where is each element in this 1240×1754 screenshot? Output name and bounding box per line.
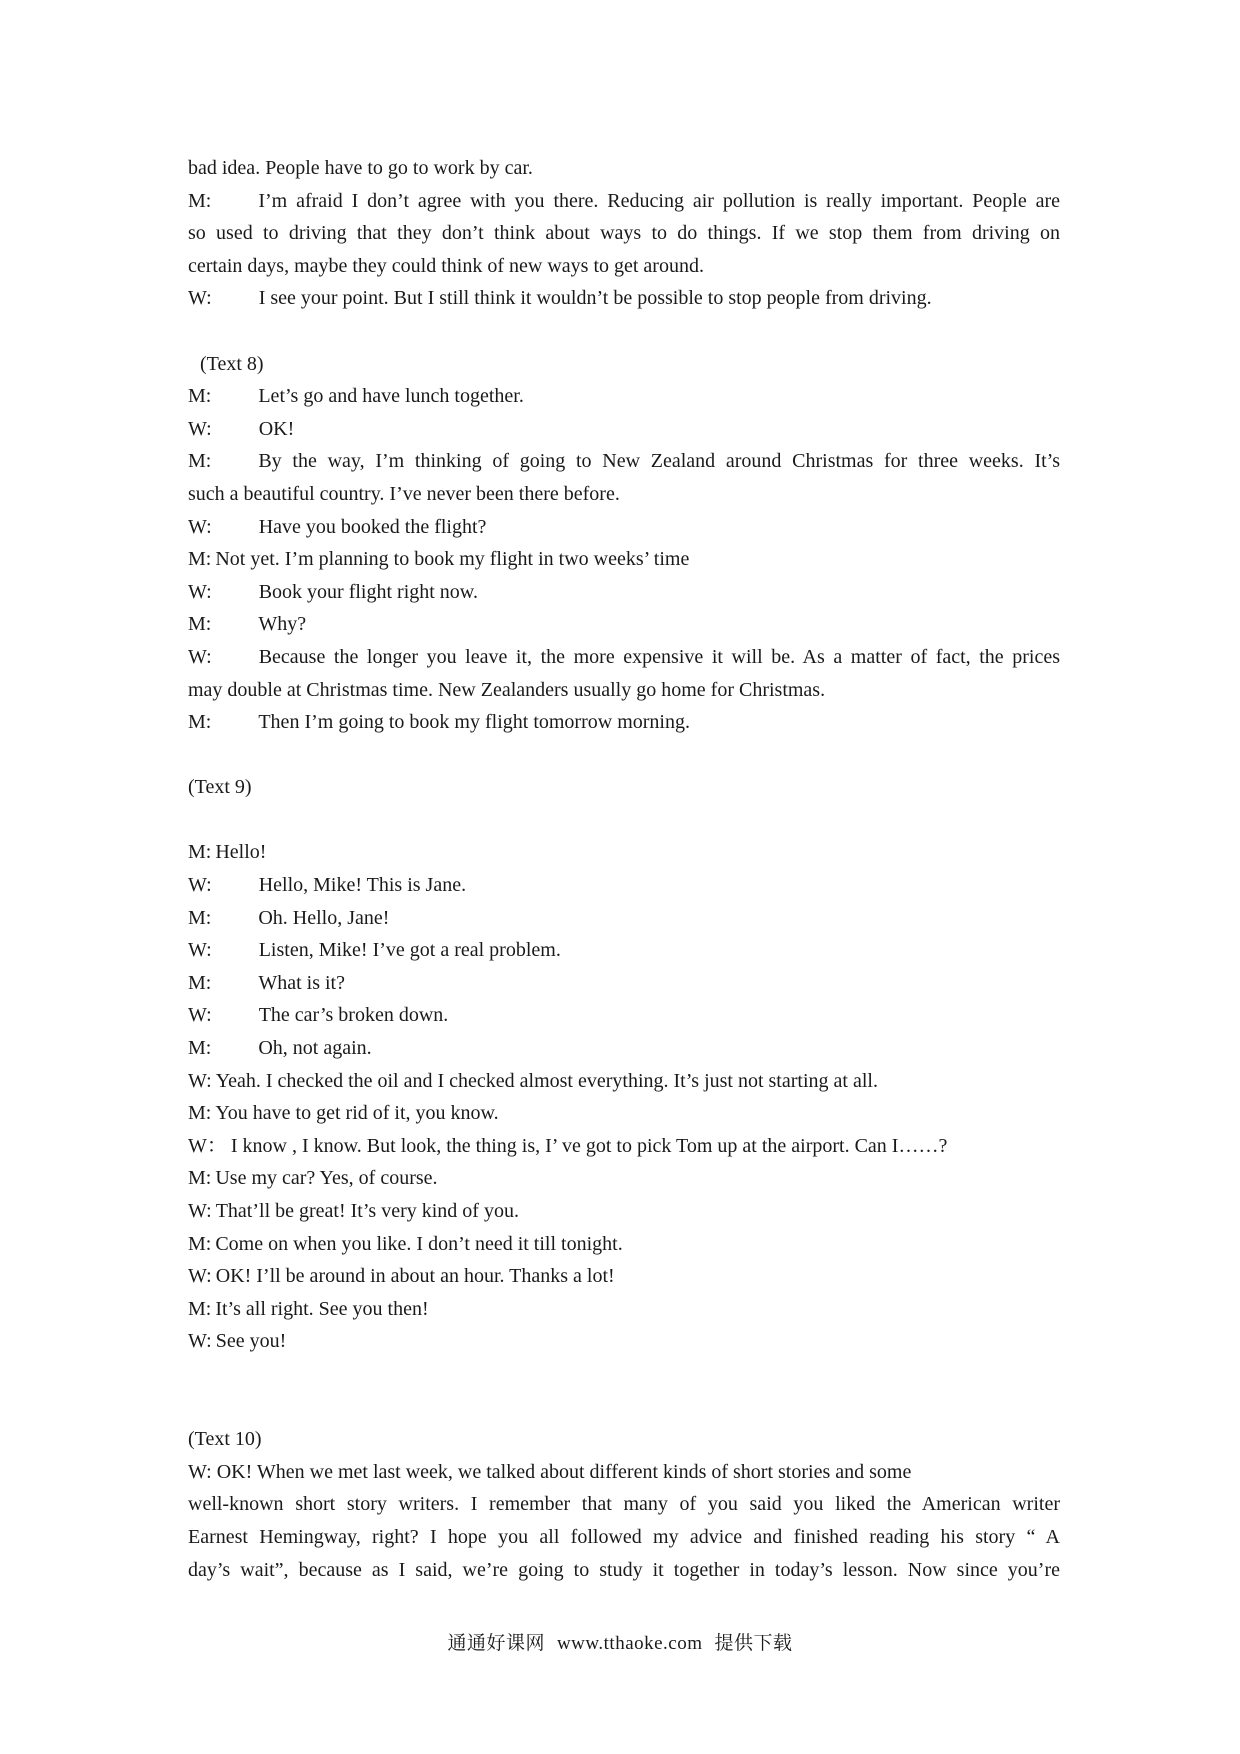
speaker: M:	[188, 1037, 212, 1060]
utterance: OK! I’ll be around in about an hour. Thanks a lot!	[215, 1265, 615, 1288]
footer-note: 提供下载	[714, 1632, 793, 1654]
dialogue-line	[188, 445, 1060, 478]
utterance: Oh, not again.	[258, 1037, 372, 1060]
dialogue-line	[188, 185, 1060, 218]
utterance: Hello, Mike! This is Jane.	[258, 874, 467, 897]
utterance: Listen, Mike! I’ve got a real problem.	[258, 939, 561, 962]
dialogue-line	[188, 217, 1060, 250]
utterance: Why?	[258, 613, 307, 636]
speaker: W:	[188, 874, 212, 897]
speaker: M:	[188, 450, 212, 473]
speaker: M:	[188, 1232, 212, 1255]
utterance: OK!	[258, 417, 295, 440]
dialogue-line	[188, 380, 1060, 413]
utterance: Come on when you like. I don’t need it till tonight.	[215, 1232, 623, 1255]
utterance: Not yet. I’m planning to book my flight in two weeks’ time	[215, 548, 690, 571]
speaker: M:	[188, 1102, 212, 1125]
section-heading-text9: (Text 9)	[188, 776, 252, 799]
utterance: Use my car? Yes, of course.	[215, 1167, 438, 1190]
utterance: Hello!	[215, 841, 267, 864]
utterance: Then I’m going to book my flight tomorrow morning.	[258, 711, 690, 734]
speaker: M:	[188, 971, 212, 994]
dialogue-line	[188, 641, 1060, 674]
utterance: such a beautiful country. I’ve never been there before.	[188, 482, 620, 505]
dialogue-line	[188, 967, 1060, 1000]
speaker: M:	[188, 385, 212, 408]
dialogue-line	[188, 608, 1060, 641]
utterance: See you!	[215, 1330, 287, 1353]
speaker: W:	[188, 287, 212, 310]
utterance: so used to driving that they don’t think about ways to do things. If we stop them from driving on	[188, 222, 1060, 245]
footer-site-name: 通通好课网	[447, 1632, 545, 1654]
utterance: Oh. Hello, Jane!	[258, 906, 390, 929]
dialogue-line	[188, 1065, 1060, 1098]
dialogue-line	[188, 706, 1060, 739]
dialogue-line	[188, 999, 1060, 1032]
speaker: W:	[188, 417, 212, 440]
dialogue-line	[188, 902, 1060, 935]
speaker: M:	[188, 613, 212, 636]
speaker: W:	[188, 580, 212, 603]
utterance: By the way, I’m thinking of going to New Zealand around Christmas for three weeks. It’s	[258, 450, 1060, 473]
speaker: W:	[188, 645, 212, 668]
speaker: W：	[188, 1134, 227, 1157]
dialogue-line	[188, 576, 1060, 609]
dialogue-line	[188, 478, 1060, 511]
dialogue-line	[188, 869, 1060, 902]
dialogue-line	[188, 511, 1060, 544]
speaker: M:	[188, 711, 212, 734]
dialogue-line	[188, 1097, 1060, 1130]
document-page	[188, 152, 1060, 1586]
dialogue-line	[188, 282, 1060, 315]
continuation-line: bad idea. People have to go to work by car.	[188, 157, 533, 179]
speaker: W:	[188, 1004, 212, 1027]
utterance: The car’s broken down.	[258, 1004, 449, 1027]
speaker: M:	[188, 841, 212, 864]
utterance: may double at Christmas time. New Zealanders usually go home for Christmas.	[188, 678, 826, 701]
section-heading-text10: (Text 10)	[188, 1428, 262, 1451]
dialogue-line	[188, 1228, 1060, 1261]
utterance: Have you booked the flight?	[258, 515, 487, 538]
dialogue-line	[188, 1032, 1060, 1065]
speaker: W:	[188, 939, 212, 962]
utterance: I know , I know. But look, the thing is, I’ ve got to pick Tom up at the airport. Can I……?	[230, 1134, 948, 1157]
dialogue-line	[188, 836, 1060, 869]
utterance: certain days, maybe they could think of new ways to get around.	[188, 254, 704, 277]
speaker: M:	[188, 1167, 212, 1190]
speaker: M:	[188, 548, 212, 571]
page-footer	[0, 1628, 1240, 1655]
dialogue-line	[188, 1130, 1060, 1163]
paragraph-line: well-known short story writers. I remember that many of you said you liked the American writer	[188, 1493, 1060, 1516]
speaker: W:	[188, 1330, 212, 1353]
utterance: Yeah. I checked the oil and I checked almost everything. It’s just not starting at all.	[215, 1069, 878, 1092]
utterance: I see your point. But I still think it wouldn’t be possible to stop people from driving.	[258, 287, 932, 310]
dialogue-line	[188, 1325, 1060, 1358]
section-heading-text8: (Text 8)	[200, 352, 264, 375]
utterance: Let’s go and have lunch together.	[258, 385, 524, 408]
utterance: That’ll be great! It’s very kind of you.	[215, 1200, 519, 1222]
speaker: M:	[188, 1297, 212, 1320]
utterance: It’s all right. See you then!	[215, 1297, 429, 1320]
paragraph-line: W: OK! When we met last week, we talked about different kinds of short stories and some	[188, 1460, 912, 1483]
utterance: You have to get rid of it, you know.	[215, 1102, 499, 1125]
speaker: M:	[188, 906, 212, 929]
utterance: I’m afraid I don’t agree with you there. Reducing air pollution is really important. People are	[258, 189, 1060, 212]
dialogue-line	[188, 413, 1060, 446]
speaker: W:	[188, 1265, 212, 1288]
speaker: W:	[188, 515, 212, 538]
paragraph-line: day’s wait”, because as I said, we’re going to study it together in today’s lesson. Now since you’re	[188, 1558, 1060, 1581]
utterance: Book your flight right now.	[258, 580, 478, 603]
dialogue-line	[188, 1162, 1060, 1195]
paragraph-line: Earnest Hemingway, right? I hope you all followed my advice and finished reading his story “ A	[188, 1525, 1060, 1548]
dialogue-line	[188, 1260, 1060, 1293]
dialogue-line	[188, 1195, 1060, 1228]
dialogue-line	[188, 1293, 1060, 1326]
dialogue-line	[188, 934, 1060, 967]
utterance: What is it?	[258, 971, 345, 994]
dialogue-line	[188, 674, 1060, 707]
utterance: Because the longer you leave it, the more expensive it will be. As a matter of fact, the prices	[258, 645, 1060, 668]
speaker: W:	[188, 1069, 212, 1092]
speaker: M:	[188, 189, 212, 212]
speaker: W:	[188, 1200, 212, 1222]
footer-url[interactable]: www.tthaoke.com	[556, 1633, 703, 1654]
dialogue-line	[188, 543, 1060, 576]
dialogue-line	[188, 250, 1060, 283]
